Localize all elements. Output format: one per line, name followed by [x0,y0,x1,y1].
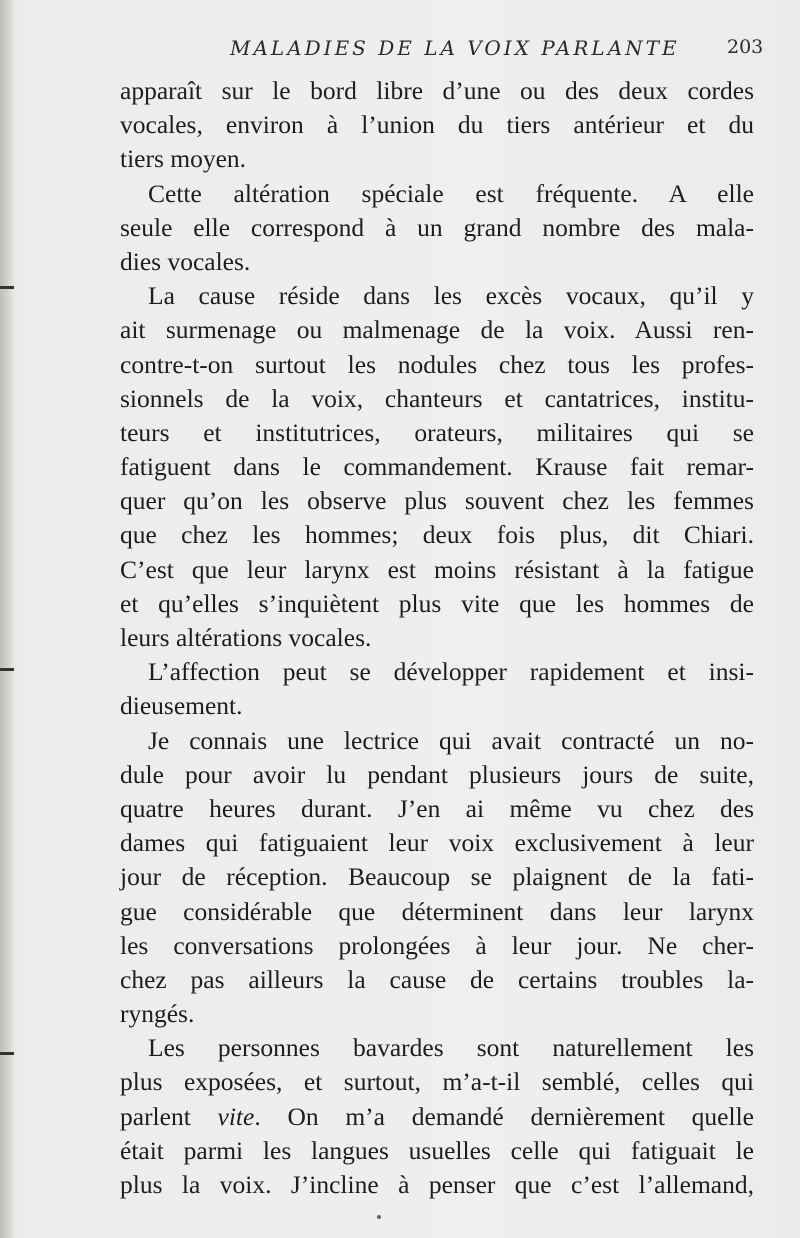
text-line: quer qu’on les observe plus souvent chez les femmes [120,486,754,516]
text-line [120,1100,754,1134]
text-line: sionnels de la voix, chanteurs et cantatrices, institu- [120,383,754,413]
text-line: que chez les hommes; deux fois plus, dit Chiari. [120,520,754,550]
text-line: ryngés. [120,999,195,1029]
text-line: seule elle correspond à un grand nombre des mala- [120,212,754,242]
text-line: apparaît sur le bord libre d’une ou des deux cordes [120,76,754,105]
text-line: leurs altérations vocales. [120,623,372,652]
ink-speck [377,1215,381,1219]
edge-mark [0,1052,14,1055]
running-head [0,36,800,66]
text-line: les conversations prolongées à leur jour. Ne cher- [120,930,754,960]
text-line: La cause réside dans les excès vocaux, qu’il y [148,281,754,311]
text-line: dieusement. [120,691,243,721]
edge-mark [0,668,14,671]
text-fragment: parlent [120,1101,218,1131]
body-text [120,74,754,1202]
text-line: tiers moyen. [120,144,247,174]
text-line: quatre heures durant. J’en ai même vu chez des [120,793,754,823]
running-title: MALADIES DE LA VOIX PARLANTE [230,36,680,60]
text-line: teurs et institutrices, orateurs, militaires qui se [120,417,754,447]
text-line: C’est que leur larynx est moins résistant à la fatigue [120,554,754,584]
text-line: dies vocales. [120,246,251,276]
text-line: et qu’elles s’inquiètent plus vite que les hommes de [120,588,754,618]
italic-word: vite [217,1101,255,1131]
text-line: vocales, environ à l’union du tiers antérieur et du [120,110,754,140]
text-line: dule pour avoir lu pendant plusieurs jours de suite, [120,759,754,789]
text-line: plus la voix. J’incline à penser que c’est l’allemand, [120,1170,754,1199]
edge-mark [0,286,14,289]
text-line: Je connais une lectrice qui avait contracté un no- [148,725,754,755]
text-line: jour de réception. Beaucoup se plaignent de la fati- [120,862,754,892]
text-line: Cette altération spéciale est fréquente. A elle [148,178,754,208]
text-line: plus exposées, et surtout, m’a-t-il semblé, celles qui [120,1067,754,1097]
text-fragment: . On m’a demandé dernièrement quelle [254,1101,754,1131]
text-line: L’affection peut se développer rapidement et insi- [148,657,754,687]
text-line: ait surmenage ou malmenage de la voix. Aussi ren- [120,315,754,345]
text-line: dames qui fatiguaient leur voix exclusivement à leur [120,828,754,858]
text-line: contre-t-on surtout les nodules chez tous les profes- [120,349,754,379]
text-line: était parmi les langues usuelles celle qui fatiguait le [120,1135,754,1165]
page-number: 203 [727,36,764,58]
text-line: Les personnes bavardes sont naturellement les [148,1033,754,1063]
text-line: fatiguent dans le commandement. Krause fait remar- [120,452,754,482]
text-line: chez pas ailleurs la cause de certains troubles la- [120,964,754,994]
text-line: gue considérable que déterminent dans leur larynx [120,896,754,926]
